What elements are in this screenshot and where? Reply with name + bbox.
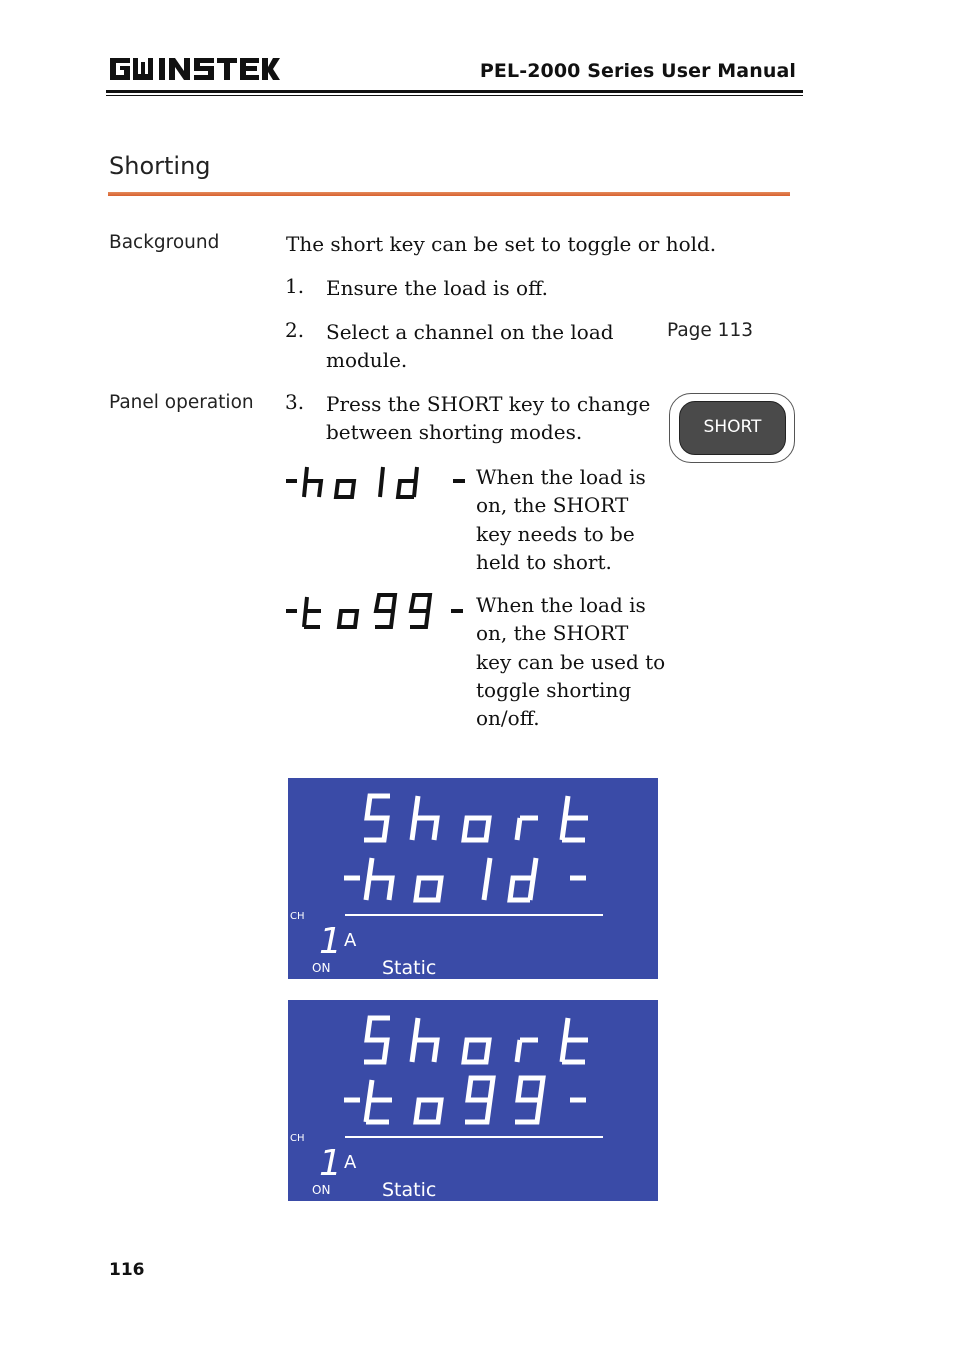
toggle-segment-display: [283, 591, 473, 633]
manual-title: PEL-2000 Series User Manual: [479, 60, 796, 82]
lcd-channel-number: 1: [319, 1143, 342, 1184]
lcd-channel-number: 1: [319, 921, 342, 962]
hold-mode-description: When the load is on, the SHORT key needs to be held to short.: [476, 465, 646, 574]
page-number: 116: [109, 1260, 145, 1280]
lcd-ch-label: CH: [290, 1133, 305, 1144]
lcd-line1-short: [364, 1018, 588, 1062]
section-rule: [108, 192, 790, 196]
lcd-unit-label: A: [344, 930, 357, 951]
header-rule: [106, 90, 803, 93]
section-title: Shorting: [109, 152, 211, 180]
step-text: Select a channel on the load module.: [326, 320, 614, 372]
gw-instek-logo: [108, 54, 280, 84]
lcd-screen-hold: [288, 778, 658, 979]
toggle-mode-description: When the load is on, the SHORT key can be used to toggle shorting on/off.: [476, 593, 666, 731]
lcd-mode-label: Static: [382, 957, 437, 979]
panel-operation-label: Panel operation: [109, 392, 254, 413]
lcd-line2-togg: [344, 1078, 586, 1122]
hold-segment-display: [283, 463, 473, 503]
header-rule-thin: [106, 95, 803, 96]
background-label: Background: [109, 232, 220, 253]
step-text: Press the SHORT key to change between shorting modes.: [326, 392, 651, 444]
background-text: The short key can be set to toggle or hold.: [286, 232, 717, 256]
lcd-line1-short: [364, 796, 588, 840]
page-reference-link[interactable]: Page 113: [667, 320, 753, 341]
step-text: Ensure the load is off.: [326, 276, 548, 300]
lcd-screen-toggle: [288, 1000, 658, 1201]
lcd-on-indicator: ON: [312, 1183, 331, 1197]
lcd-unit-label: A: [344, 1152, 357, 1173]
lcd-line2-hold: [344, 858, 586, 900]
step-number: 2.: [285, 318, 305, 342]
short-key-button[interactable]: SHORT: [679, 401, 786, 455]
lcd-ch-label: CH: [290, 911, 305, 922]
step-number: 1.: [285, 274, 305, 298]
lcd-mode-label: Static: [382, 1179, 437, 1201]
step-number: 3.: [285, 390, 305, 414]
lcd-on-indicator: ON: [312, 961, 331, 975]
